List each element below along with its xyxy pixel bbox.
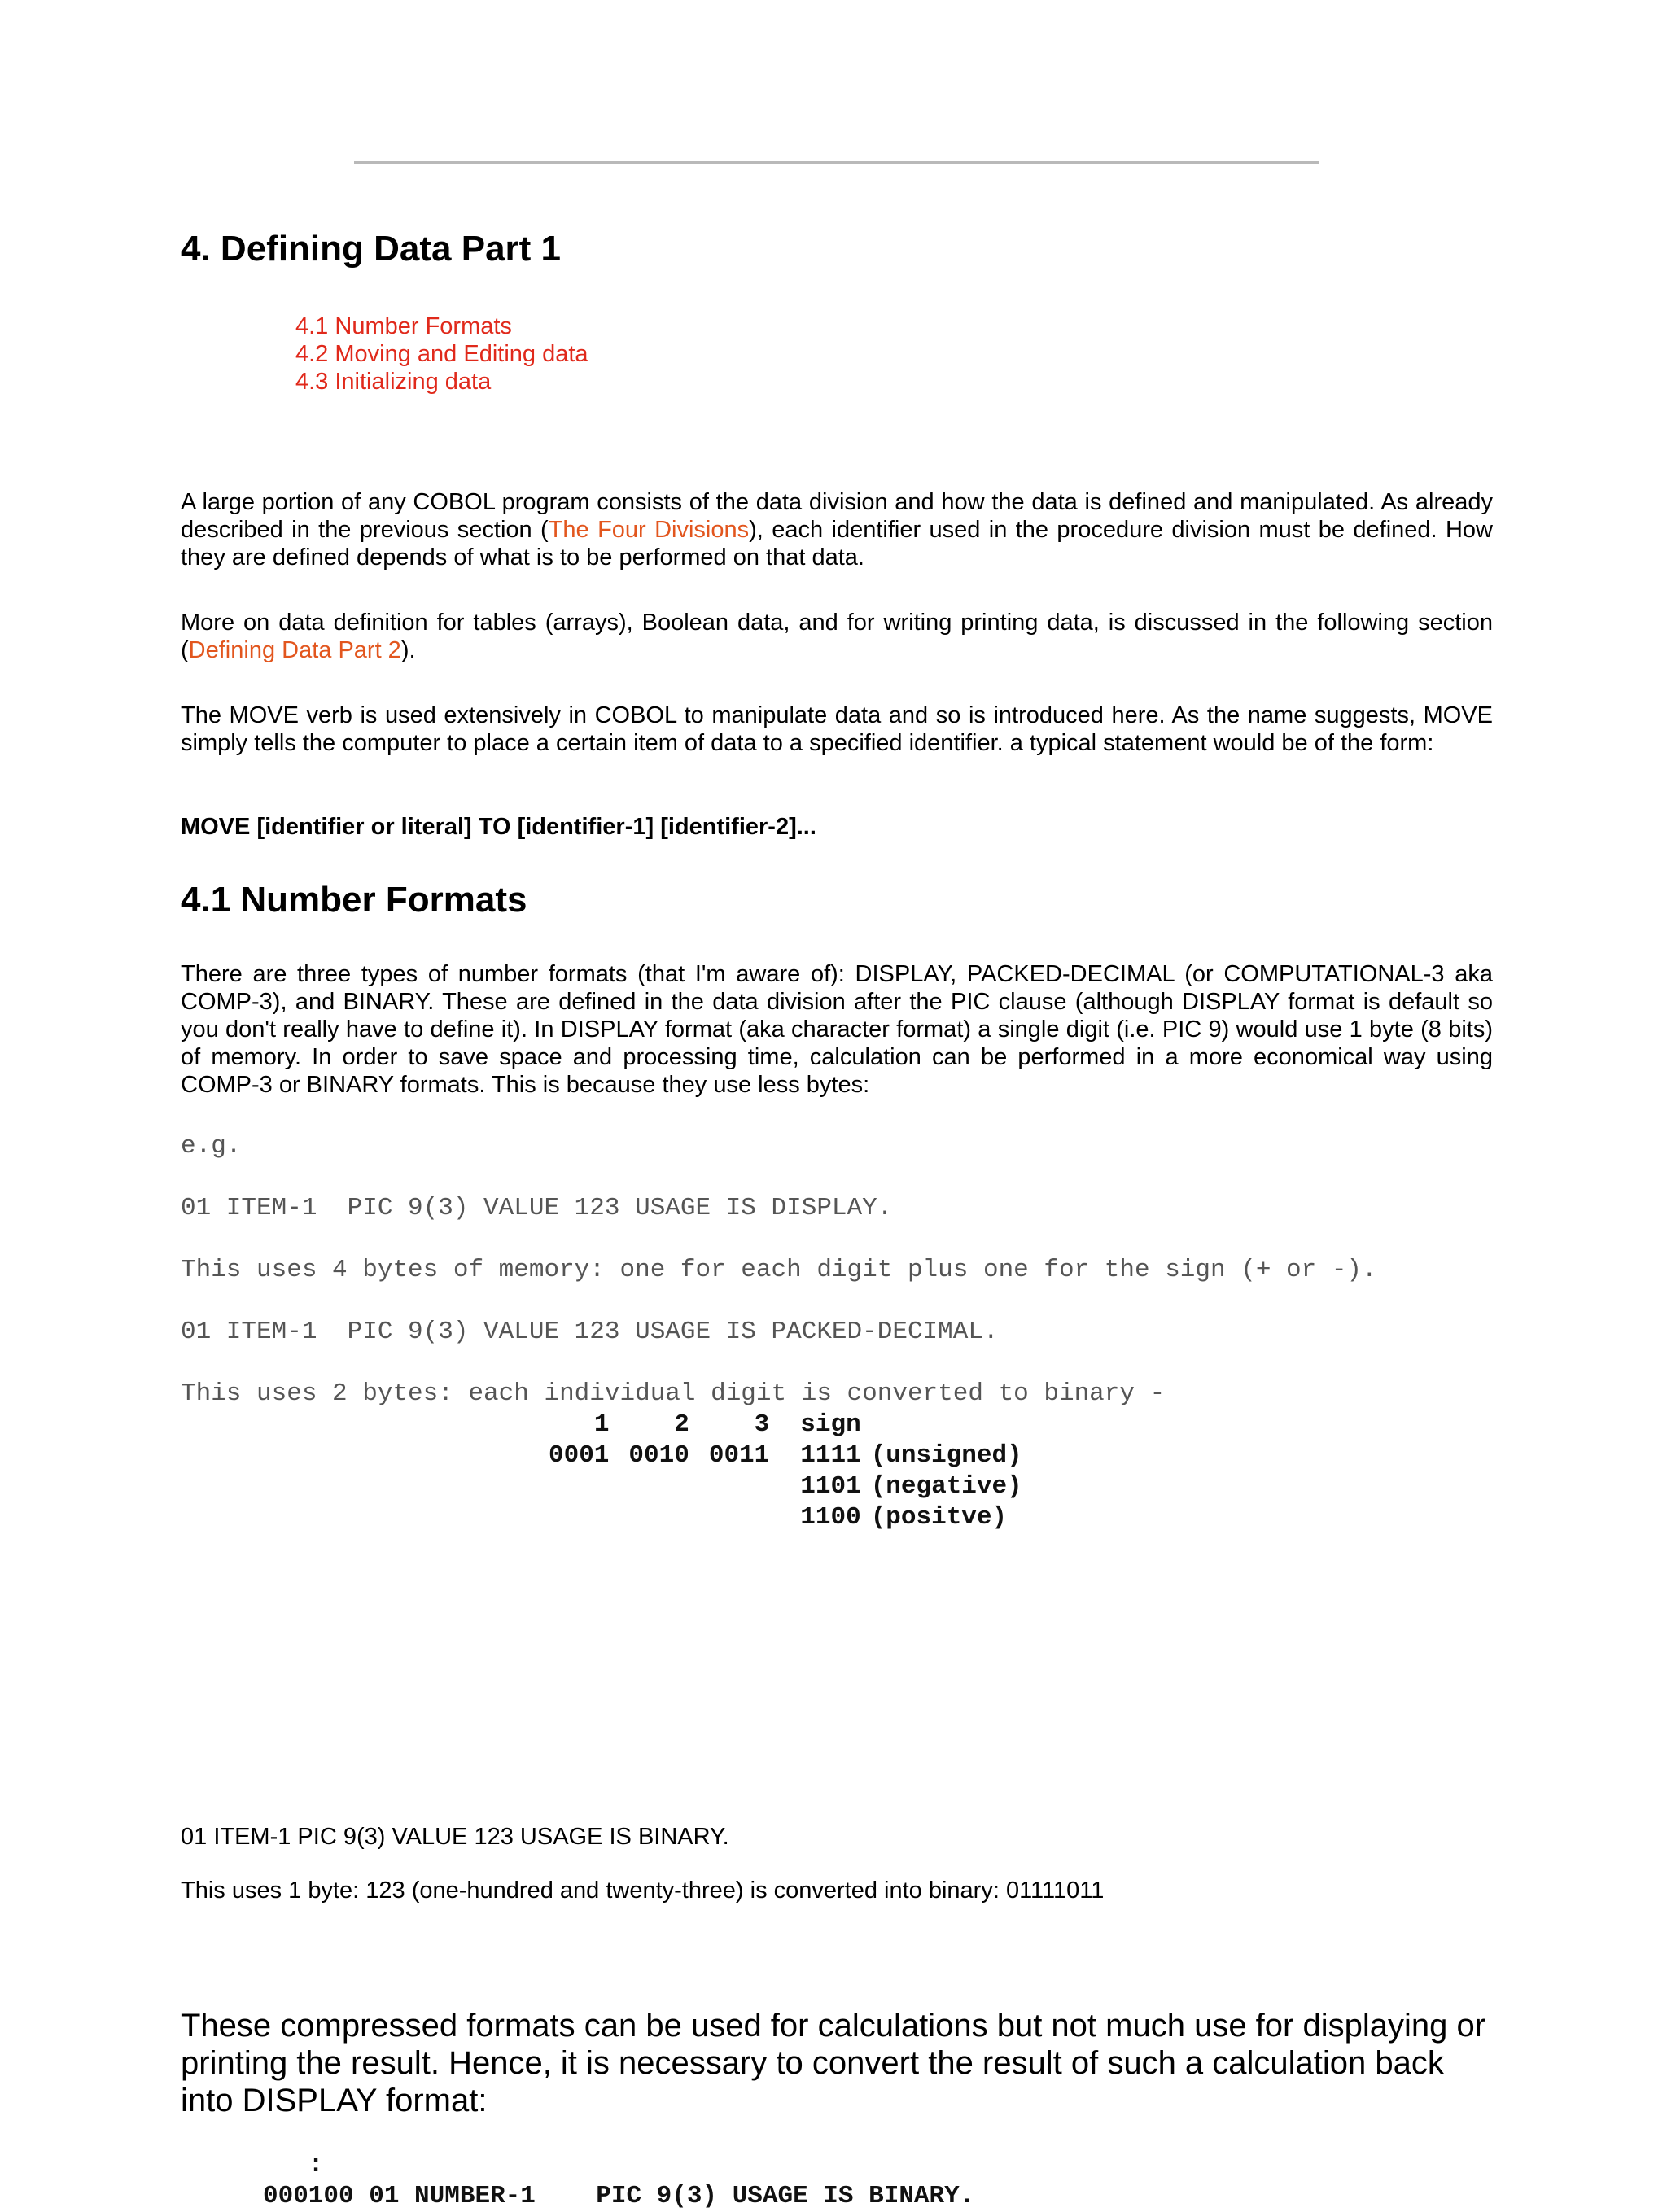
packed-note: This uses 2 bytes: each individual digit is converted to binary - <box>181 1379 1166 1408</box>
table-cell: 0011 <box>708 1441 770 1470</box>
table-of-contents <box>181 313 1608 396</box>
packed-declaration: 01 ITEM-1 PIC 9(3) VALUE 123 USAGE IS PACKED-DECIMAL. <box>181 1318 999 1346</box>
link-defining-data-part-2[interactable]: Defining Data Part 2 <box>188 637 401 663</box>
section-heading-number-formats: 4.1 Number Formats <box>181 880 527 920</box>
page-title: 4. Defining Data Part 1 <box>181 229 562 269</box>
number-formats-paragraph: There are three types of number formats (that I'm aware of): DISPLAY, PACKED-DECIMAL (or COMPUTATIONAL-3 aka COMP-3), and BINARY. These are defined in the data division after the PIC clause (although DISPLAY format is default so you don't really have to define it). In DISPLAY format (aka character format) a single digit (i.e. PIC 9) would use 1 byte (8 bits) of memory. In order to save space and processing time, calculation can be performed in a more economical way using COMP-3 or BINARY formats. This is because they use less bytes: <box>181 961 1493 1098</box>
table-cell: 0010 <box>628 1441 689 1470</box>
table-cell: 1100 <box>800 1503 861 1532</box>
display-declaration: 01 ITEM-1 PIC 9(3) VALUE 123 USAGE IS DISPLAY. <box>181 1194 893 1222</box>
toc-item-number-formats[interactable]: 4.1 Number Formats <box>295 313 512 339</box>
toc-item-initializing[interactable]: 4.3 Initializing data <box>295 369 492 395</box>
link-four-divisions[interactable]: The Four Divisions <box>548 517 750 543</box>
example-label: e.g. <box>181 1132 242 1161</box>
table-header-cell: 3 <box>754 1410 770 1439</box>
conversion-paragraph: These compressed formats can be used for calculations but not much use for displaying or printing the result. Hence, it is necessary to convert the result of such a calculation back into DISPLAY format: <box>181 2008 1486 2118</box>
intro-text-before: A large portion of any COBOL program consists of the data division and how the data is defined and manipulated. As already described in the previous section ( <box>181 489 1493 543</box>
table-row <box>539 1502 1032 1533</box>
code-line: : <box>263 2151 324 2179</box>
table-row <box>539 1410 1032 1440</box>
toc-item-moving-editing[interactable]: 4.2 Moving and Editing data <box>295 341 588 367</box>
table-cell: (negative) <box>870 1472 1022 1501</box>
display-note: This uses 4 bytes of memory: one for each digit plus one for the sign (+ or -). <box>181 1256 1377 1284</box>
move-statement-form: MOVE [identifier or literal] TO [identifier-1] [identifier-2]... <box>181 814 816 840</box>
part2-text-before: More on data definition for tables (arrays), Boolean data, and for writing printing data, is discussed in the following section ( <box>181 610 1493 663</box>
table-row <box>539 1440 1032 1471</box>
top-horizontal-rule <box>354 161 1319 164</box>
table-cell: (unsigned) <box>870 1441 1022 1470</box>
binary-note: This uses 1 byte: 123 (one-hundred and twenty-three) is converted into binary: 01111011 <box>181 1878 1105 1904</box>
table-cell: 1111 <box>800 1441 861 1470</box>
code-line: 000100 01 NUMBER-1 PIC 9(3) USAGE IS BINARY. <box>263 2182 975 2210</box>
table-header-cell: 1 <box>593 1410 610 1439</box>
table-header-cell: sign <box>800 1410 861 1439</box>
table-cell: 0001 <box>549 1441 610 1470</box>
part2-text-after: ). <box>400 637 416 663</box>
intro-text-after: ), each identifier used in the procedure division must be defined. How they are defined depends of what is to be performed on that data. <box>181 517 1493 570</box>
table-cell: 1101 <box>800 1472 861 1501</box>
intro-paragraph <box>181 488 1493 571</box>
table-cell: (positve) <box>870 1503 1008 1532</box>
table-header-cell: 2 <box>674 1410 689 1439</box>
packed-binary-table <box>539 1410 1032 1533</box>
binary-declaration: 01 ITEM-1 PIC 9(3) VALUE 123 USAGE IS BINARY. <box>181 1824 729 1850</box>
part2-paragraph <box>181 609 1493 664</box>
table-row <box>539 1471 1032 1502</box>
move-verb-paragraph: The MOVE verb is used extensively in COBOL to manipulate data and so is introduced here. As the name suggests, MOVE simply tells the computer to place a certain item of data to a specified identifier. a typical statement would be of the form: <box>181 702 1493 756</box>
